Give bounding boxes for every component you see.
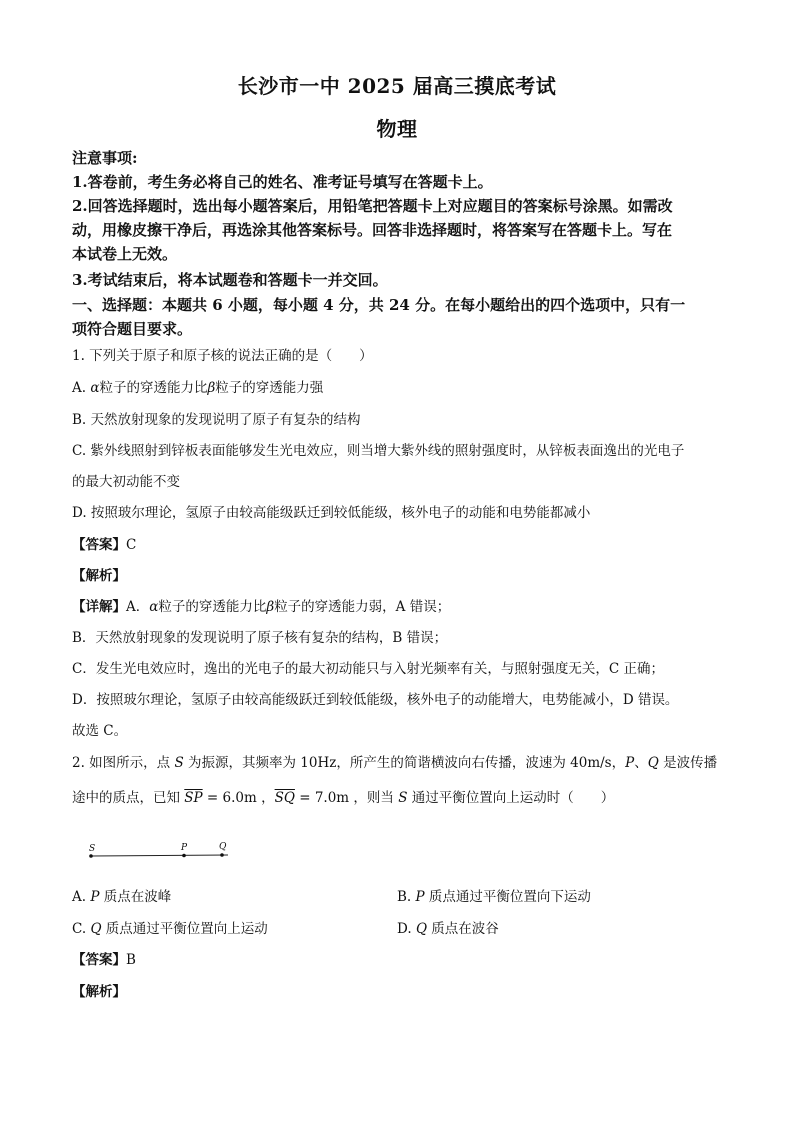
detail-text: 粒子的穿透能力比 xyxy=(158,599,267,615)
point-s xyxy=(89,854,93,858)
option-c-continued: 的最大初动能不变 xyxy=(72,474,180,490)
stem-text: 2. 如图所示，点 xyxy=(72,755,175,771)
detail-line-c: C．发生光电效应时，逸出的光电子的最大初动能只与入射光频率有关，与照射强度无关，C 正确； xyxy=(72,661,664,677)
question-stem-continued xyxy=(72,788,614,808)
alpha-symbol: α xyxy=(149,599,159,615)
symbol-q: Q xyxy=(415,921,428,937)
point-q xyxy=(220,853,224,857)
option-text: 质点通过平衡位置向上运动 xyxy=(101,921,268,937)
symbol-q: Q xyxy=(647,755,659,771)
segment-sq: $\overline{SQ}$ xyxy=(274,790,295,806)
option-text: 质点在波谷 xyxy=(427,921,499,937)
stem-text: 为振源，其频率为 10Hz，所产生的简谐横波向右传播，波速为 40m/s， xyxy=(183,755,626,771)
point-p xyxy=(182,854,186,858)
answer-value: B xyxy=(126,952,136,968)
detail-text: A． xyxy=(126,599,150,615)
answer-tag: 【答案】 xyxy=(72,537,126,553)
symbol-p: P xyxy=(90,889,100,905)
notice-line: 3.考试结束后，将本试题卷和答题卡一并交回。 xyxy=(72,271,388,289)
stem-text: = 6.0m ， xyxy=(202,790,275,806)
notice-line: 本试卷上无效。 xyxy=(72,245,178,263)
notice-heading: 注意事项: xyxy=(72,149,138,167)
section-heading-line: 项符合题目要求。 xyxy=(72,320,193,338)
option-text: 质点通过平衡位置向下运动 xyxy=(424,889,591,905)
detail-tag: 【详解】 xyxy=(72,599,126,615)
option-text: A. xyxy=(72,380,91,396)
option-text: B. xyxy=(397,889,416,905)
detail-line-a xyxy=(72,597,450,617)
option-text: 粒子的穿透能力强 xyxy=(215,380,324,396)
option-c: C. 紫外线照射到锌板表面能够发生光电效应，则当增大紫外线的照射强度时，从锌板表面逸出的光电子 xyxy=(72,443,685,459)
option-text: D. xyxy=(397,921,416,937)
notice-line: 动，用橡皮擦干净后，再选涂其他答案标号。回答非选择题时，将答案写在答题卡上。写在 xyxy=(72,221,673,239)
option-d: D. 按照玻尔理论，氢原子由较高能级跃迁到较低能级，核外电子的动能和电势能都减小 xyxy=(72,505,591,521)
symbol-p: P xyxy=(415,889,425,905)
segment-sp: $\overline{SP}$ xyxy=(184,790,203,806)
symbol-s: S xyxy=(174,755,184,771)
question-stem xyxy=(72,753,717,773)
exam-title: 长沙市一中 2025 届高三摸底考试 xyxy=(237,74,557,98)
conclusion: 故选 C。 xyxy=(72,723,128,739)
symbol-s: S xyxy=(398,790,408,806)
stem-text: 途中的质点，已知 xyxy=(72,790,185,806)
option-b xyxy=(397,887,591,907)
option-d xyxy=(397,919,499,939)
option-c xyxy=(72,919,268,939)
option-text: 质点在波峰 xyxy=(99,889,172,905)
stem-text: 、 xyxy=(634,755,648,771)
propagation-line xyxy=(91,855,228,856)
detail-text: 粒子的穿透能力弱，A 错误； xyxy=(274,599,451,615)
answer-tag: 【答案】 xyxy=(72,952,126,968)
notice-line: 2.回答选择题时，选出每小题答案后，用铅笔把答题卡上对应题目的答案标号涂黑。如需改 xyxy=(72,197,673,215)
question-stem: 1. 下列关于原子和原子核的说法正确的是（ ） xyxy=(72,348,373,364)
analysis-tag: 【解析】 xyxy=(72,568,126,584)
label-q: Q xyxy=(219,842,227,852)
answer-value: C xyxy=(126,537,137,553)
analysis-tag: 【解析】 xyxy=(72,984,126,1000)
option-a xyxy=(72,887,171,907)
symbol-p: P xyxy=(625,755,635,771)
label-s: S xyxy=(89,844,96,854)
beta-symbol: β xyxy=(207,380,216,396)
stem-text: = 7.0m ，则当 xyxy=(294,790,399,806)
answer-line xyxy=(72,535,136,555)
symbol-q: Q xyxy=(90,921,102,937)
option-text: 粒子的穿透能力比 xyxy=(99,380,208,396)
detail-line-b: B．天然放射现象的发现说明了原子核有复杂的结构，B 错误； xyxy=(72,630,448,646)
option-text: A. xyxy=(72,889,91,905)
wave-figure xyxy=(82,838,242,868)
subject-title: 物理 xyxy=(376,117,418,141)
option-text: C. xyxy=(72,921,91,937)
detail-line-d: D．按照玻尔理论，氢原子由较高能级跃迁到较低能级，核外电子的动能增大，电势能减小，D 错误。 xyxy=(72,692,679,708)
label-p: P xyxy=(181,843,188,853)
option-b: B. 天然放射现象的发现说明了原子有复杂的结构 xyxy=(72,412,361,428)
alpha-symbol: α xyxy=(90,380,100,396)
beta-symbol: β xyxy=(266,599,275,615)
stem-text: 通过平衡位置向上运动时（ ） xyxy=(407,790,615,806)
stem-text: 是波传播 xyxy=(658,755,718,771)
section-heading-line: 一、选择题：本题共 6 小题，每小题 4 分，共 24 分。在每小题给出的四个选项中，只有一 xyxy=(72,296,686,314)
notice-line: 1.答卷前，考生务必将自己的姓名、准考证号填写在答题卡上。 xyxy=(72,173,493,191)
answer-line xyxy=(72,950,136,970)
option-a xyxy=(72,378,323,398)
